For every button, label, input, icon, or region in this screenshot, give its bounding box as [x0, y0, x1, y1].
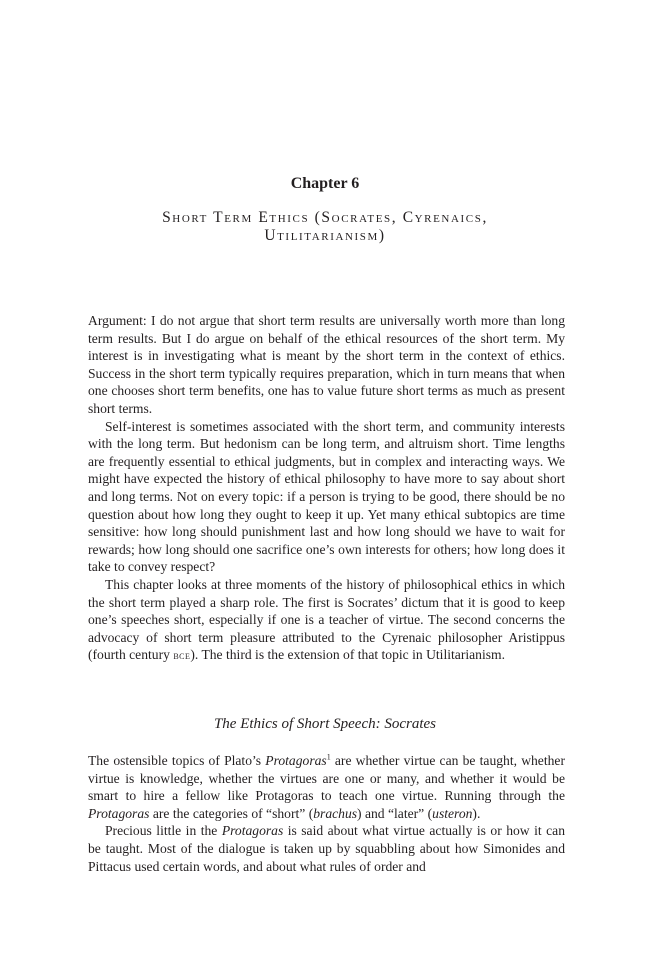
chapter-title-line-2: Utilitarianism) — [264, 227, 386, 244]
paragraph-text: are the categories of “short” ( — [149, 805, 314, 821]
paragraph — [88, 752, 565, 822]
book-title: Protagoras — [221, 823, 284, 839]
greek-term: usteron — [432, 805, 473, 821]
chapter-intro — [88, 312, 565, 666]
paragraph-text: are whether virtue can be taught, whether virtue is knowledge, whether the virtues are one or many, and whether it would be smart to hire a fellow like Protagoras to teach one virtue. Running through the — [88, 753, 565, 804]
footnote-marker[interactable]: 1 — [326, 752, 331, 762]
argument-paragraph: Argument: I do not argue that short term results are universally worth more than long term results. But I do argue on behalf of the ethical resources of the short term. My interest is in investigating what is meant by the short term in the context of ethics. Success in the short term typically requires preparation, which in turn means that when one chooses short term benefits, one has to value future short terms as much as present short terms. — [88, 313, 565, 416]
chapter-title-line-1: Short Term Ethics (Socrates, Cyrenaics, — [162, 209, 488, 226]
greek-term: brachus — [313, 805, 358, 821]
book-title: Protagoras — [88, 805, 150, 821]
chapter-title — [0, 209, 650, 245]
paragraph-text: is said about what virtue actually is or how it can be taught. Most of the dialogue is taken up by squabbling about how Simonides and Pittacus used certain words, and about what rules of order and — [88, 823, 565, 874]
paragraph: Self-interest is sometimes associated with the short term, and community interests with the long term. But hedonism can be long term, and altruism short. Time lengths are frequently essential to ethical judgments, but in complex and interacting ways. We might have expected the history of ethical philosophy to have more to say about short and long terms. Not on every topic: if a person is trying to be good, there should be no question about how long they ought to keep it up. Yet many ethical subtopics are time sensitive: how long should punishment last and how long should we have to wait for rewards; how long should one sacrifice one’s own interests for others; how long does it take to convey respect? — [88, 418, 565, 575]
chapter-label: Chapter 6 — [290, 175, 360, 192]
paragraph-text: Precious little in the — [105, 823, 222, 839]
paragraph — [88, 576, 565, 666]
section-body — [88, 752, 565, 875]
section-heading: The Ethics of Short Speech: Socrates — [213, 716, 437, 732]
paragraph-text: The ostensible topics of Plato’s — [88, 753, 266, 768]
era-abbreviation: bce — [173, 650, 191, 663]
paragraph-text: ) and “later” ( — [357, 805, 433, 821]
paragraph-text: ). The third is the extension of that topic in Utilitarianism. — [190, 647, 505, 663]
book-title: Protagoras — [265, 753, 327, 768]
paragraph — [88, 822, 565, 875]
paragraph-text: This chapter looks at three moments of the history of philosophical ethics in which the short term played a sharp role. The first is Socrates’ dictum that it is good to keep one’s speeches short, especially if one is a teacher of virtue. The second concerns the advocacy of short term pleasure attributed to the Cyrenaic philosopher Aristippus (fourth century — [88, 576, 565, 663]
paragraph-text: ). — [472, 805, 481, 821]
